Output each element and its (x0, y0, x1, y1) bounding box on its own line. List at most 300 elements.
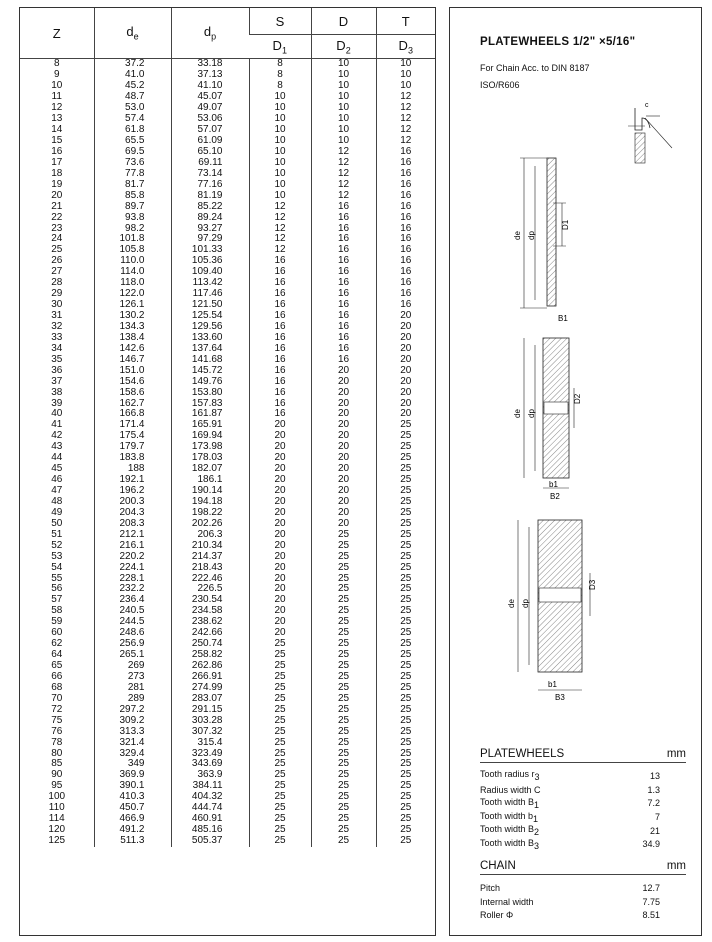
table-row (20, 464, 435, 475)
single-plate-diagram (513, 158, 570, 323)
cell-z: 19 (51, 178, 63, 190)
header-dp: $d_p$ (171, 8, 249, 59)
cell-d: 25 (311, 661, 376, 672)
cell-de: 236.4 (94, 595, 171, 606)
cell-s: 16 (249, 387, 311, 398)
cell-s: 25 (249, 715, 311, 726)
cell-t: 25 (376, 486, 435, 497)
cell-de: 410.3 (94, 792, 171, 803)
cell-z: 49 (51, 506, 63, 518)
cell-d: 20 (311, 486, 376, 497)
cell-t: 25 (376, 693, 435, 704)
cell-dp: 45.07 (171, 92, 249, 103)
spec-label: Tooth radius $r_3$ (480, 769, 540, 783)
cell-dp: 153.80 (171, 387, 249, 398)
cell-t: 20 (376, 376, 435, 387)
table-row (20, 179, 435, 190)
cell-s: 25 (249, 682, 311, 693)
chain-heading: CHAIN (480, 860, 516, 872)
table-row (20, 836, 435, 847)
cell-z: 62 (51, 638, 63, 650)
cell-s: 10 (249, 179, 311, 190)
panel-title: PLATEWHEELS 1/2" ×5/16" (480, 36, 636, 48)
cell-s: 20 (249, 486, 311, 497)
cell-dp: 165.91 (171, 420, 249, 431)
table-row (20, 256, 435, 267)
cell-de: 37.2 (94, 59, 171, 70)
cell-t: 16 (376, 278, 435, 289)
cell-z: 46 (51, 474, 63, 486)
cell-t: 25 (376, 497, 435, 508)
cell-dp: 129.56 (171, 322, 249, 333)
spec-label: Radius width C (480, 784, 541, 795)
cell-t: 16 (376, 201, 435, 212)
table-row (20, 639, 435, 650)
spec-label: Pitch (480, 882, 501, 893)
cell-dp: 117.46 (171, 289, 249, 300)
label-dp-2: dp (527, 409, 536, 418)
table-row (20, 343, 435, 354)
cell-dp: 89.24 (171, 212, 249, 223)
cell-d: 25 (311, 540, 376, 551)
cell-d: 12 (311, 168, 376, 179)
cell-s: 10 (249, 190, 311, 201)
cell-s: 16 (249, 289, 311, 300)
cell-d: 16 (311, 212, 376, 223)
spec-value: 12.7 (642, 882, 660, 893)
cell-s: 8 (249, 81, 311, 92)
label-c: c (645, 102, 649, 109)
cell-dp: 283.07 (171, 693, 249, 704)
table-row (20, 573, 435, 584)
cell-s: 12 (249, 245, 311, 256)
cell-z: 58 (51, 605, 63, 617)
cell-s: 10 (249, 136, 311, 147)
cell-de: 114.0 (94, 267, 171, 278)
spec-row (480, 810, 686, 824)
cell-s: 25 (249, 770, 311, 781)
spec-label: Internal width (480, 896, 534, 907)
cell-dp: 210.34 (171, 540, 249, 551)
cell-t: 25 (376, 792, 435, 803)
cell-t: 25 (376, 551, 435, 562)
spec-row (480, 769, 686, 783)
table-row (20, 311, 435, 322)
table-row (20, 453, 435, 464)
cell-s: 25 (249, 803, 311, 814)
cell-z: 32 (51, 320, 63, 332)
cell-t: 25 (376, 529, 435, 540)
cell-de: 138.4 (94, 332, 171, 343)
table-row (20, 682, 435, 693)
header-s: S (249, 8, 311, 35)
cell-z: 29 (51, 288, 63, 300)
cell-de: 89.7 (94, 201, 171, 212)
cell-dp: 33.18 (171, 59, 249, 70)
cell-de: 118.0 (94, 278, 171, 289)
cell-s: 25 (249, 704, 311, 715)
cell-t: 25 (376, 682, 435, 693)
table-row (20, 606, 435, 617)
cell-s: 16 (249, 322, 311, 333)
cell-s: 25 (249, 650, 311, 661)
table-row (20, 814, 435, 825)
cell-t: 20 (376, 332, 435, 343)
cell-d: 12 (311, 190, 376, 201)
cell-d: 20 (311, 431, 376, 442)
cell-dp: 85.22 (171, 201, 249, 212)
cell-z: 24 (51, 233, 63, 245)
cell-t: 12 (376, 103, 435, 114)
cell-s: 20 (249, 507, 311, 518)
cell-d: 20 (311, 497, 376, 508)
cell-de: 158.6 (94, 387, 171, 398)
cell-t: 16 (376, 212, 435, 223)
cell-de: 77.8 (94, 168, 171, 179)
table-row (20, 234, 435, 245)
cell-dp: 53.06 (171, 114, 249, 125)
label-de-1: de (513, 231, 522, 240)
table-row (20, 212, 435, 223)
cell-de: 390.1 (94, 781, 171, 792)
cell-de: 200.3 (94, 497, 171, 508)
cell-de: 179.7 (94, 442, 171, 453)
cell-de: 69.5 (94, 147, 171, 158)
cell-z: 25 (51, 244, 63, 256)
cell-de: 175.4 (94, 431, 171, 442)
table-row (20, 365, 435, 376)
cell-dp: 69.11 (171, 157, 249, 168)
cell-s: 20 (249, 497, 311, 508)
cell-z: 21 (51, 200, 63, 212)
cell-d: 10 (311, 92, 376, 103)
cell-de: 105.8 (94, 245, 171, 256)
cell-t: 10 (376, 59, 435, 70)
cell-s: 20 (249, 628, 311, 639)
cell-z: 17 (51, 156, 63, 168)
cell-d: 25 (311, 682, 376, 693)
cell-de: 313.3 (94, 726, 171, 737)
table-row (20, 409, 435, 420)
cell-d: 25 (311, 573, 376, 584)
cell-d: 25 (311, 639, 376, 650)
cell-s: 25 (249, 639, 311, 650)
cell-t: 10 (376, 70, 435, 81)
table-row (20, 376, 435, 387)
cell-s: 10 (249, 114, 311, 125)
cell-z: 45 (51, 463, 63, 475)
table-row (20, 168, 435, 179)
platewheels-heading: PLATEWHEELS (480, 748, 565, 760)
cell-s: 25 (249, 661, 311, 672)
cell-d: 20 (311, 420, 376, 431)
cell-d: 25 (311, 617, 376, 628)
cell-s: 12 (249, 223, 311, 234)
cell-s: 20 (249, 595, 311, 606)
cell-d: 12 (311, 157, 376, 168)
cell-z: 120 (48, 824, 66, 836)
cell-t: 25 (376, 650, 435, 661)
cell-d: 16 (311, 256, 376, 267)
cell-t: 25 (376, 420, 435, 431)
cell-s: 20 (249, 518, 311, 529)
cell-de: 329.4 (94, 748, 171, 759)
cell-dp: 37.13 (171, 70, 249, 81)
table-row (20, 737, 435, 748)
cell-t: 25 (376, 770, 435, 781)
table-row (20, 551, 435, 562)
cell-z: 66 (51, 670, 63, 682)
table-row (20, 289, 435, 300)
spec-value: 21 (649, 825, 660, 836)
cell-z: 23 (51, 222, 63, 234)
table-row (20, 387, 435, 398)
table-row (20, 507, 435, 518)
cell-s: 10 (249, 147, 311, 158)
spec-label: Roller Φ (480, 910, 514, 921)
cell-d: 20 (311, 398, 376, 409)
cell-z: 72 (51, 703, 63, 715)
cell-d: 20 (311, 507, 376, 518)
spec-value: 34.9 (642, 839, 660, 850)
tooth-profile-detail (628, 102, 672, 163)
cell-s: 25 (249, 759, 311, 770)
cell-dp: 202.26 (171, 518, 249, 529)
table-row (20, 715, 435, 726)
table-row (20, 125, 435, 136)
label-dp-1: dp (527, 231, 536, 240)
cell-z: 55 (51, 572, 63, 584)
cell-de: 154.6 (94, 376, 171, 387)
header-de: $d_e$ (94, 8, 171, 59)
cell-dp: 178.03 (171, 453, 249, 464)
cell-dp: 186.1 (171, 475, 249, 486)
cell-dp: 343.69 (171, 759, 249, 770)
table-row (20, 759, 435, 770)
spec-row (480, 895, 686, 909)
cell-t: 20 (376, 343, 435, 354)
cell-dp: 266.91 (171, 672, 249, 683)
cell-t: 16 (376, 223, 435, 234)
header-z: Z (20, 8, 94, 59)
cell-dp: 121.50 (171, 300, 249, 311)
spec-label: Tooth width $B_2$ (480, 824, 540, 837)
cell-dp: 182.07 (171, 464, 249, 475)
cell-de: 73.6 (94, 157, 171, 168)
cell-z: 51 (51, 528, 63, 540)
cell-t: 25 (376, 540, 435, 551)
cell-z: 10 (51, 80, 63, 92)
table-row (20, 267, 435, 278)
cell-de: 110.0 (94, 256, 171, 267)
cell-s: 16 (249, 409, 311, 420)
cell-dp: 198.22 (171, 507, 249, 518)
cell-d: 25 (311, 836, 376, 847)
cell-d: 16 (311, 332, 376, 343)
cell-dp: 125.54 (171, 311, 249, 322)
table-body (20, 59, 435, 847)
cell-t: 25 (376, 453, 435, 464)
cell-d: 20 (311, 464, 376, 475)
cell-z: 12 (51, 102, 63, 114)
cell-t: 25 (376, 748, 435, 759)
cell-d: 25 (311, 584, 376, 595)
cell-d: 12 (311, 147, 376, 158)
table-row (20, 190, 435, 201)
cell-t: 25 (376, 715, 435, 726)
cell-z: 50 (51, 517, 63, 529)
label-dp-3: dp (521, 599, 530, 608)
table-row (20, 201, 435, 212)
cell-dp: 206.3 (171, 529, 249, 540)
cell-de: 297.2 (94, 704, 171, 715)
cell-de: 130.2 (94, 311, 171, 322)
table-row (20, 617, 435, 628)
cell-z: 15 (51, 135, 63, 147)
cell-d: 20 (311, 442, 376, 453)
cell-t: 25 (376, 606, 435, 617)
cell-t: 25 (376, 704, 435, 715)
cell-z: 75 (51, 714, 63, 726)
cell-de: 192.1 (94, 475, 171, 486)
spec-row (480, 783, 686, 797)
cell-z: 80 (51, 747, 63, 759)
cell-t: 25 (376, 639, 435, 650)
cell-t: 25 (376, 573, 435, 584)
cell-t: 16 (376, 300, 435, 311)
header-d3: $D_3$ (376, 35, 435, 59)
cell-s: 8 (249, 70, 311, 81)
cell-s: 16 (249, 354, 311, 365)
cell-dp: 242.66 (171, 628, 249, 639)
cell-z: 40 (51, 408, 63, 420)
cell-de: 491.2 (94, 825, 171, 836)
cell-d: 16 (311, 322, 376, 333)
spec-row (480, 796, 686, 810)
cell-de: 101.8 (94, 234, 171, 245)
cell-d: 20 (311, 387, 376, 398)
cell-t: 16 (376, 147, 435, 158)
spec-row (480, 881, 686, 895)
cell-d: 20 (311, 475, 376, 486)
table-row (20, 300, 435, 311)
cell-dp: 49.07 (171, 103, 249, 114)
cell-s: 20 (249, 551, 311, 562)
cell-d: 25 (311, 551, 376, 562)
cell-de: 98.2 (94, 223, 171, 234)
cell-z: 47 (51, 485, 63, 497)
table-row (20, 431, 435, 442)
cell-t: 25 (376, 507, 435, 518)
cell-d: 10 (311, 136, 376, 147)
cell-de: 216.1 (94, 540, 171, 551)
cell-s: 20 (249, 453, 311, 464)
cell-d: 25 (311, 781, 376, 792)
cell-t: 25 (376, 595, 435, 606)
cell-de: 126.1 (94, 300, 171, 311)
cell-dp: 226.5 (171, 584, 249, 595)
cell-t: 20 (376, 409, 435, 420)
cell-s: 16 (249, 343, 311, 354)
cell-dp: 157.83 (171, 398, 249, 409)
table-row (20, 540, 435, 551)
label-d2: D2 (573, 393, 582, 404)
cell-z: 8 (53, 58, 60, 70)
cell-d: 16 (311, 300, 376, 311)
cell-dp: 485.16 (171, 825, 249, 836)
cell-z: 9 (53, 69, 60, 81)
cell-de: 41.0 (94, 70, 171, 81)
cell-de: 224.1 (94, 562, 171, 573)
table-row (20, 781, 435, 792)
cell-t: 20 (376, 311, 435, 322)
table-row (20, 147, 435, 158)
cell-z: 13 (51, 113, 63, 125)
cell-z: 70 (51, 692, 63, 704)
table-row (20, 103, 435, 114)
cell-s: 12 (249, 234, 311, 245)
cell-de: 450.7 (94, 803, 171, 814)
table-row (20, 584, 435, 595)
dimension-grid (20, 8, 435, 847)
cell-d: 16 (311, 354, 376, 365)
platewheels-unit: mm (666, 748, 686, 760)
cell-t: 25 (376, 628, 435, 639)
table-row (20, 322, 435, 333)
cell-z: 59 (51, 616, 63, 628)
cell-t: 16 (376, 179, 435, 190)
cell-d: 10 (311, 125, 376, 136)
cell-de: 151.0 (94, 365, 171, 376)
cell-z: 53 (51, 550, 63, 562)
spec-label: Tooth width $B_1$ (480, 796, 540, 810)
cell-dp: 404.32 (171, 792, 249, 803)
cell-dp: 384.11 (171, 781, 249, 792)
cell-t: 16 (376, 267, 435, 278)
cell-de: 45.2 (94, 81, 171, 92)
cell-de: 183.8 (94, 453, 171, 464)
cell-d: 25 (311, 792, 376, 803)
cell-dp: 230.54 (171, 595, 249, 606)
cell-dp: 41.10 (171, 81, 249, 92)
cell-t: 25 (376, 803, 435, 814)
cell-de: 212.1 (94, 529, 171, 540)
label-d1: D1 (561, 219, 570, 230)
cell-d: 20 (311, 453, 376, 464)
platewheels-specs (480, 748, 686, 851)
cell-de: 466.9 (94, 814, 171, 825)
cell-dp: 65.10 (171, 147, 249, 158)
cell-t: 16 (376, 256, 435, 267)
cell-dp: 145.72 (171, 365, 249, 376)
cell-dp: 274.99 (171, 682, 249, 693)
table-row (20, 693, 435, 704)
table-row (20, 770, 435, 781)
table-row (20, 420, 435, 431)
cell-dp: 57.07 (171, 125, 249, 136)
cell-d: 25 (311, 704, 376, 715)
cell-t: 16 (376, 190, 435, 201)
cell-de: 248.6 (94, 628, 171, 639)
cell-dp: 169.94 (171, 431, 249, 442)
cell-de: 162.7 (94, 398, 171, 409)
cell-z: 100 (48, 791, 66, 803)
spec-value: 13 (649, 770, 660, 781)
table-row (20, 81, 435, 92)
table-row (20, 70, 435, 81)
cell-dp: 81.19 (171, 190, 249, 201)
cell-s: 10 (249, 125, 311, 136)
